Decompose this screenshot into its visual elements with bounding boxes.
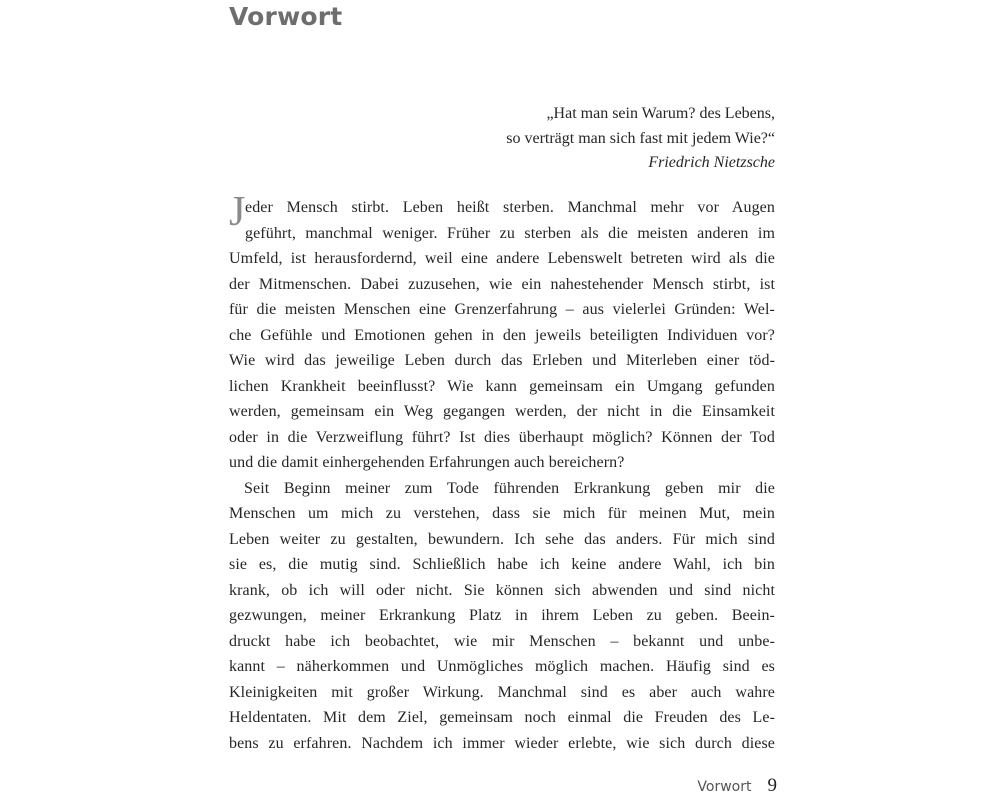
text-line: sie es, die mutig sind. Schließlich habe ich keine andere Wahl, ich bin — [229, 556, 775, 573]
text-line: Umfeld, ist herausfordernd, weil eine andere Lebenswelt betreten wird als die — [229, 250, 775, 267]
text-line: eder Mensch stirbt. Leben heißt sterben. Manchmal mehr vor Augen — [245, 199, 775, 216]
page-number: 9 — [767, 775, 777, 796]
text-line: und die damit einhergehenden Erfahrungen auch bereichern? — [229, 454, 625, 471]
text-line: Heldentaten. Mit dem Ziel, gemeinsam noch einmal die Freuden des Le- — [229, 709, 775, 726]
text-line: Kleinigkeiten mit großer Wirkung. Manchmal sind es aber auch wahre — [229, 683, 775, 701]
text-line: kannt – näherkommen und Unmögliches möglich machen. Häufig sind es — [229, 658, 775, 675]
epigraph — [255, 102, 775, 176]
body-text — [229, 189, 775, 756]
text-line: gezwungen, meiner Erkrankung Platz in ihrem Leben zu geben. Beein- — [229, 607, 775, 624]
running-footer-title: Vorwort — [697, 779, 752, 795]
text-line: werden, gemeinsam ein Weg gegangen werden, der nicht in die Einsamkeit — [229, 403, 775, 420]
text-line: druckt habe ich beobachtet, wie mir Menschen – bekannt und unbe- — [229, 632, 775, 650]
epigraph-line: „Hat man sein Warum? des Lebens, — [546, 105, 775, 122]
text-line: geführt, manchmal weniger. Früher zu sterben als die meisten anderen im — [245, 224, 775, 242]
page-footer — [697, 775, 777, 797]
text-line: Seit Beginn meiner zum Tode führenden Erkrankung geben mir die — [244, 479, 775, 497]
epigraph-line: so verträgt man sich fast mit jedem Wie?“ — [506, 129, 775, 147]
text-line: bens zu erfahren. Nachdem ich immer wieder erlebte, wie sich durch diese — [229, 734, 775, 752]
text-line: che Gefühle und Emotionen gehen in den jeweils beteiligten Individuen vor? — [229, 326, 775, 344]
chapter-heading: Vorwort — [229, 2, 343, 31]
epigraph-author: Friedrich Nietzsche — [648, 154, 775, 171]
text-line: oder in die Verzweiflung führt? Ist dies überhaupt möglich? Können der Tod — [229, 428, 775, 446]
text-line: lichen Krankheit beeinflusst? Wie kann gemeinsam ein Umgang gefunden — [229, 377, 775, 395]
text-line: Wie wird das jeweilige Leben durch das Erleben und Miterleben einer töd- — [229, 352, 775, 369]
text-line: für die meisten Menschen eine Grenzerfahrung – aus vielerlei Gründen: Wel- — [229, 301, 775, 318]
text-line: Menschen um mich zu verstehen, dass sie mich für meinen Mut, mein — [229, 505, 775, 522]
text-line: der Mitmenschen. Dabei zuzusehen, wie ein nahestehender Mensch stirbt, ist — [229, 275, 775, 293]
drop-cap: J — [229, 189, 246, 235]
text-line: Leben weiter zu gestalten, bewundern. Ich sehe das anders. Für mich sind — [229, 530, 775, 548]
text-line: krank, ob ich will oder nicht. Sie können sich abwenden und sind nicht — [229, 581, 775, 599]
